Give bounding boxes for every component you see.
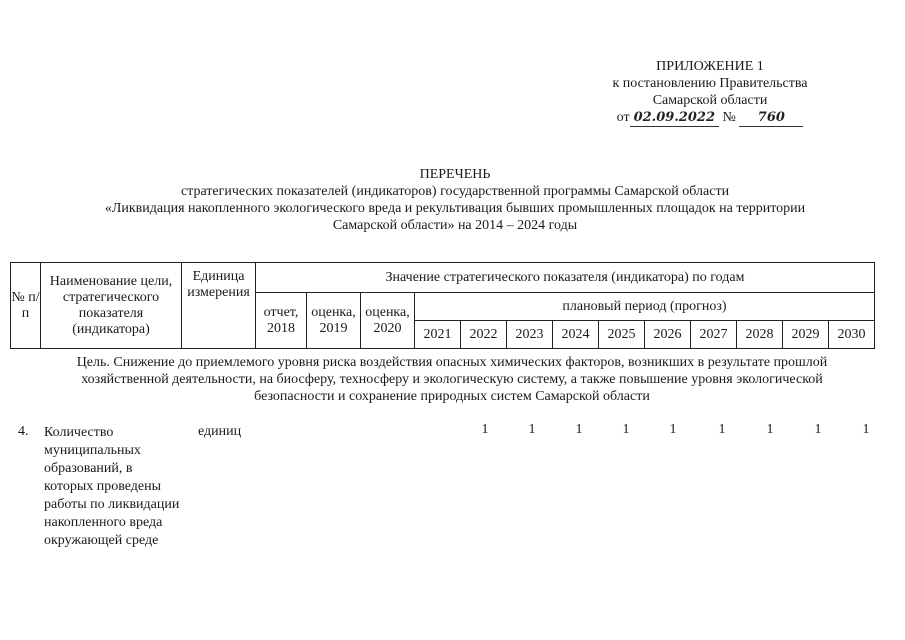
appendix-date-line <box>560 109 860 127</box>
header-year-cell: 2029 <box>783 321 829 349</box>
row-value: 1 <box>766 422 774 437</box>
appendix-line-2: к постановлению Правительства <box>612 76 808 91</box>
row-value: 1 <box>575 422 583 437</box>
document-title <box>40 166 870 234</box>
header-year-cell: 2028 <box>737 321 783 349</box>
row-value: 1 <box>814 422 822 437</box>
header-year-cell: 2022 <box>461 321 507 349</box>
header-year-cell: 2027 <box>691 321 737 349</box>
goal-line-2: хозяйственной деятельности, на биосферу, техносферу и экологическую систему, а также повышение уровня экологической <box>81 372 823 387</box>
appendix-heading: ПРИЛОЖЕНИЕ 1 <box>656 59 764 74</box>
header-year-cell: 2023 <box>507 321 553 349</box>
row-unit: единиц <box>198 424 242 439</box>
header-year-cell: 2021 <box>415 321 461 349</box>
header-year-cell: 2030 <box>829 321 875 349</box>
appendix-line-3: Самарской области <box>652 93 768 108</box>
goal-line-1: Цель. Снижение до приемлемого уровня риска воздействия опасных химических факторов, возникших в результате прошлой <box>76 355 828 370</box>
row-value: 1 <box>622 422 630 437</box>
handwritten-number: 760 <box>739 109 803 127</box>
handwritten-date: 02.09.2022 <box>630 109 719 127</box>
number-prefix: № <box>722 110 736 125</box>
row-indicator-name: Количество муниципальных образований, в которых проведены работы по ликвидации накопленного вреда окружающей среде <box>44 425 180 548</box>
row-value: 1 <box>862 422 870 437</box>
header-report-2018: отчет, 2018 <box>256 293 307 349</box>
header-estimate-2020: оценка, 2020 <box>361 293 415 349</box>
title-line-2: стратегических показателей (индикаторов) государственной программы Самарской области <box>180 184 730 199</box>
appendix-block <box>560 58 860 127</box>
header-num: № п/п <box>11 263 41 349</box>
indicators-table-header <box>10 262 875 349</box>
row-value: 1 <box>528 422 536 437</box>
header-estimate-2019: оценка, 2019 <box>307 293 361 349</box>
goal-statement <box>14 354 890 405</box>
goal-line-3: безопасности и сохранение природных систем Самарской области <box>254 389 650 404</box>
header-year-cell: 2025 <box>599 321 645 349</box>
row-number: 4. <box>18 424 29 439</box>
title-line-3: «Ликвидация накопленного экологического вреда и рекультивация бывших промышленных площадок на территории <box>104 201 806 216</box>
title-line-4: Самарской области» на 2014 – 2024 годы <box>332 218 578 233</box>
row-value: 1 <box>481 422 489 437</box>
header-year-cell: 2026 <box>645 321 691 349</box>
row-value: 1 <box>669 422 677 437</box>
date-prefix: от <box>616 110 630 125</box>
header-unit: Единица измерения <box>182 263 256 349</box>
header-values-group: Значение стратегического показателя (индикатора) по годам <box>256 263 875 293</box>
header-year-cell: 2024 <box>553 321 599 349</box>
header-name: Наименование цели, стратегического показателя (индикатора) <box>41 263 182 349</box>
title-line-1: ПЕРЕЧЕНЬ <box>419 167 491 182</box>
header-plan-period: плановый период (прогноз) <box>415 293 875 321</box>
row-value: 1 <box>718 422 726 437</box>
